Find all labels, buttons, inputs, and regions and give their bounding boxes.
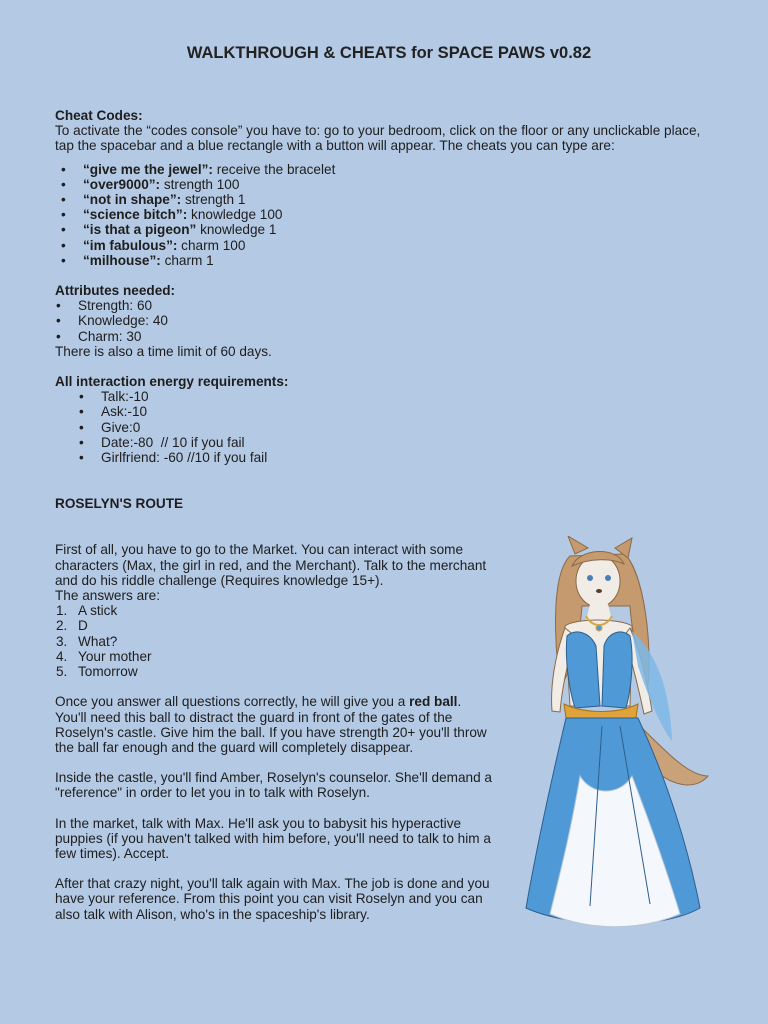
roselyn-route-section (55, 496, 495, 921)
attribute-item: • Strength: 60 (55, 298, 705, 313)
cheat-item (55, 253, 705, 268)
route-paragraph-3: Inside the castle, you'll find Amber, Roselyn's counselor. She'll demand a "reference" in order to let you in to talk with Roselyn. (55, 770, 492, 801)
attributes-list (55, 298, 705, 344)
energy-item: • Date:-80 // 10 if you fail (55, 435, 705, 450)
answers-label: The answers are: (55, 588, 161, 604)
cheat-item (55, 238, 705, 253)
route-paragraph-5: After that crazy night, you'll talk again with Max. The job is done and you have your reference. From this point you can visit Roselyn and you can also talk with Alison, who's in the spaceship's library. (55, 876, 490, 922)
cheat-effect: charm 100 (177, 237, 246, 253)
red-ball-highlight: red ball (409, 694, 458, 710)
cheat-item (55, 177, 705, 192)
cheat-list (55, 162, 705, 268)
cheat-code: “give me the jewel”: (83, 161, 213, 177)
attributes-section (55, 283, 705, 359)
cheat-effect: charm 1 (160, 252, 214, 268)
page-title: WALKTHROUGH & CHEATS for SPACE PAWS v0.82 (186, 44, 592, 62)
cheat-codes-intro: To activate the “codes console” you have to: go to your bedroom, click on the floor or any unclickable place, tap the spacebar and a blue rectangle with a button will appear. The cheats you can type are: (55, 123, 701, 154)
cheat-effect: strength 1 (181, 192, 246, 208)
cheat-effect: receive the bracelet (212, 161, 336, 177)
answer-item: 2. D (56, 618, 88, 634)
time-limit-note: There is also a time limit of 60 days. (55, 343, 272, 359)
cheat-code: “milhouse”: (83, 252, 161, 268)
answer-item: 1. A stick (56, 603, 118, 619)
cheat-effect: knowledge 1 (196, 222, 277, 238)
route-paragraph-4: In the market, talk with Max. He'll ask you to babysit his hyperactive puppies (if you haven't talked with him before, you'll need to talk to him a few times). Accept. (55, 815, 491, 861)
answer-item: 4. Your mother (56, 648, 152, 664)
cheat-codes-section (55, 108, 705, 268)
answers-list (55, 603, 495, 679)
cheat-code: “im fabulous”: (83, 237, 178, 253)
cheat-code: “over9000”: (83, 176, 161, 192)
attribute-item: • Charm: 30 (55, 329, 705, 344)
cheat-item (55, 192, 705, 207)
energy-list (55, 389, 705, 465)
energy-item: • Girlfriend: -60 //10 if you fail (55, 450, 705, 465)
route-paragraph-2: Once you answer all questions correctly, he will give you a red ball. You'll need this ball to distract the guard in front of the gates of the Roselyn's castle. Give him the ball. If you have strength 20+ you'll throw the ball far enough and the guard will completely disappear. (55, 694, 487, 755)
cheat-code: “is that a pigeon” (83, 222, 197, 238)
answer-item: 3. What? (56, 633, 118, 649)
roselyn-character-illustration (520, 536, 710, 936)
energy-item: • Ask:-10 (55, 404, 705, 419)
cheat-item (55, 207, 705, 222)
cheat-code: “not in shape”: (83, 192, 182, 208)
energy-item: • Talk:-10 (55, 389, 705, 404)
cheat-item (55, 222, 705, 237)
attributes-heading: Attributes needed: (55, 283, 176, 299)
cheat-effect: knowledge 100 (187, 207, 283, 223)
energy-item: • Give:0 (55, 420, 705, 435)
cheat-effect: strength 100 (160, 176, 240, 192)
cheat-code: “science bitch”: (83, 207, 188, 223)
answer-item: 5. Tomorrow (56, 664, 138, 680)
cheat-codes-heading: Cheat Codes: (55, 108, 143, 123)
attribute-item: • Knowledge: 40 (55, 313, 705, 328)
energy-section (55, 374, 705, 465)
energy-heading: All interaction energy requirements: (55, 374, 289, 390)
cheat-item (55, 162, 705, 177)
route-heading: ROSELYN'S ROUTE (55, 496, 184, 512)
route-paragraph-1: First of all, you have to go to the Market. You can interact with some characters (Max, the girl in red, and the Merchant). Talk to the merchant and do his riddle challenge (Requires knowledge 15+). (55, 542, 487, 588)
